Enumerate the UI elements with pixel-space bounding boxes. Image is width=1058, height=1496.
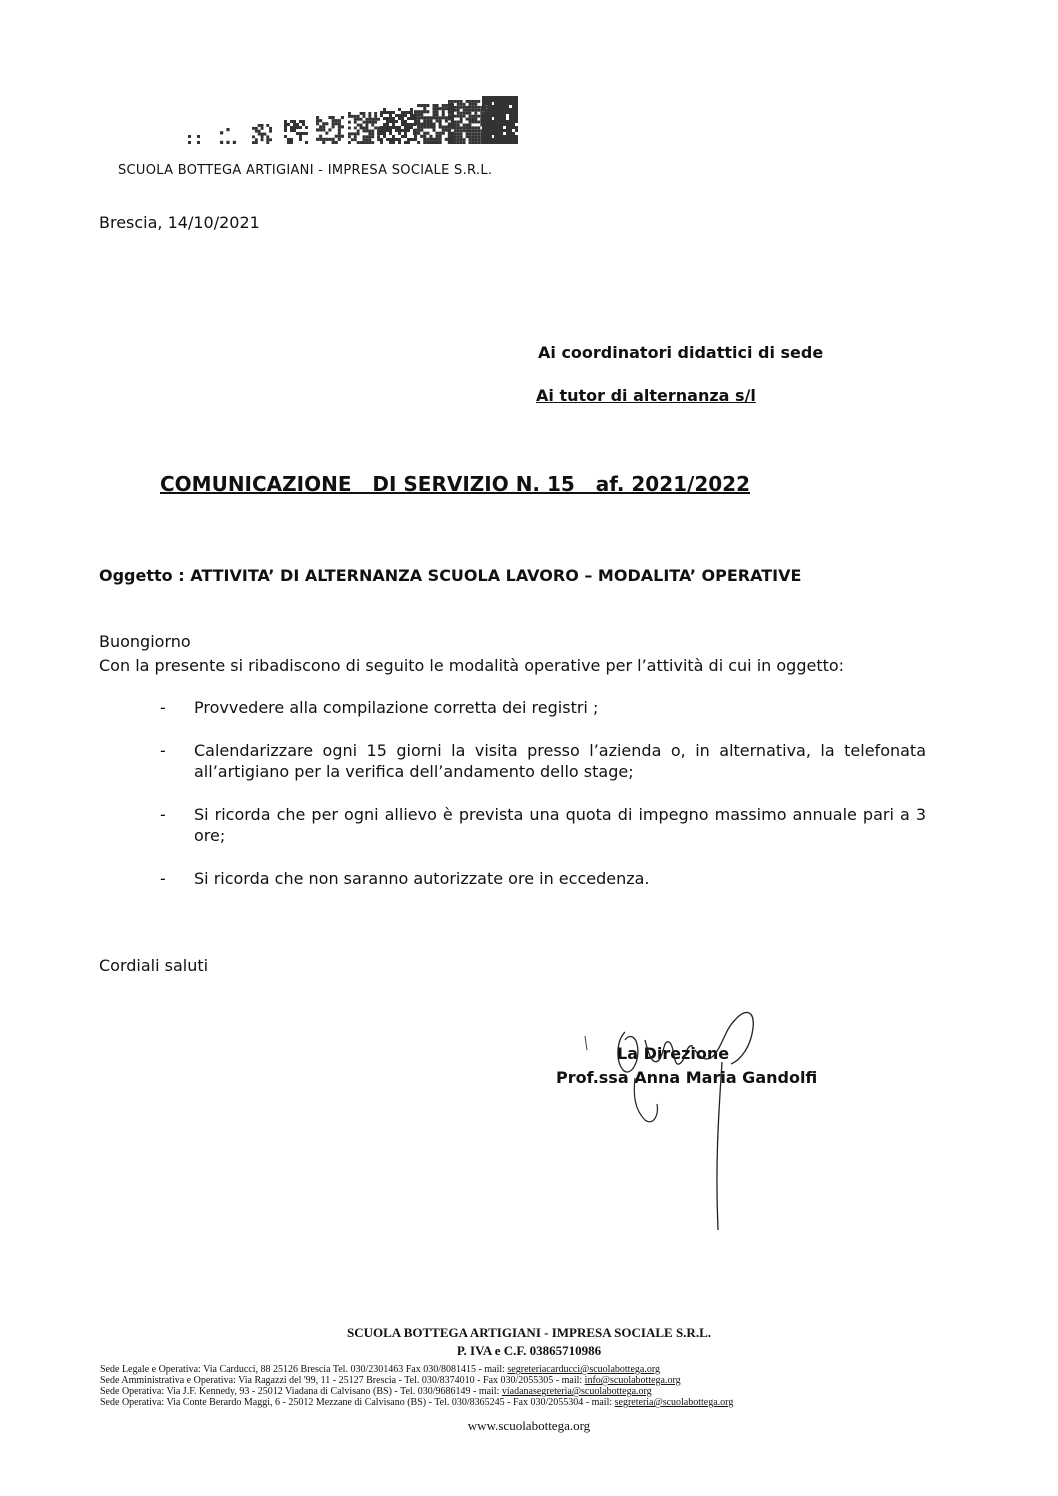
logo-block [316,116,344,144]
letterhead-logo [188,92,518,144]
list-item-text: Provvedere alla compilazione corretta dei registri ; [194,698,599,717]
letterhead-org-name: SCUOLA BOTTEGA ARTIGIANI - IMPRESA SOCIALE S.R.L. [118,163,493,178]
footer-office-mail[interactable]: info@scuolabottega.org [584,1375,681,1386]
footer-office-text: Sede Legale e Operativa: Via Carducci, 88 25126 Brescia Tel. 030/2301463 Fax 030/8081415 - mail: [100,1364,508,1375]
footer-office-line [100,1397,930,1408]
footer-org-name: SCUOLA BOTTEGA ARTIGIANI - IMPRESA SOCIALE S.R.L. [347,1325,711,1340]
logo-block [220,128,236,144]
list-item-text: Si ricorda che per ogni allievo è prevista una quota di impegno massimo annuale pari a 3 ore; [194,805,926,845]
footer-office-mail[interactable]: viadanasegreteria@scuolabottega.org [501,1386,652,1397]
footer-offices [100,1364,930,1408]
footer-office-text: Sede Amministrativa e Operativa: Via Ragazzi del '99, 11 - 25127 Brescia - Tel. 030/8374010 - Fax 030/2055305 - mail: [100,1375,585,1386]
logo-block [348,112,380,144]
logo-block [482,96,518,144]
signatory-name: Prof.ssa Anna Maria Gandolfi [556,1068,818,1087]
footer-office-line [100,1386,930,1397]
footer-office-line [100,1375,930,1386]
footer-office-mail[interactable]: segreteriacarducci@scuolabottega.org [507,1364,660,1375]
signatory-role: La Direzione [617,1044,730,1063]
closing: Cordiali saluti [99,956,209,975]
footer-vat: P. IVA e C.F. 03865710986 [456,1343,602,1358]
footer-office-mail[interactable]: segreteria@scuolabottega.org [614,1397,734,1408]
bullet-marker: - [160,805,166,824]
list-item [160,740,926,782]
date-line: Brescia, 14/10/2021 [99,213,260,232]
list-item-text: Calendarizzare ogni 15 giorni la visita presso l’azienda o, in alternativa, la telefonata all’artigiano per la verifica dell’andamento dello stage; [194,741,926,781]
footer-office-line [100,1364,930,1375]
list-item [160,697,926,718]
recipient-coordinators: Ai coordinatori didattici di sede [538,343,824,362]
recipient-tutors: Ai tutor di alternanza s/l [536,386,756,405]
logo-block [188,135,200,144]
subject-line: Oggetto : ATTIVITA’ DI ALTERNANZA SCUOLA LAVORO – MODALITA’ OPERATIVE [99,566,802,585]
footer-office-text: Sede Operativa: Via J.F. Kennedy, 93 - 25012 Viadana di Calvisano (BS) - Tel. 030/9686149 - mail: [100,1386,502,1397]
bullet-list [160,697,926,911]
bullet-marker: - [160,869,166,888]
logo-block [380,108,416,144]
list-item-text: Si ricorda che non saranno autorizzate ore in eccedenza. [194,869,650,888]
bullet-marker: - [160,741,166,760]
logo-block [284,120,308,144]
footer-office-text: Sede Operativa: Via Conte Berardo Maggi, 6 - 25012 Mezzane di Calvisano (BS) - Tel. 030/8365245 - Fax 030/2055304 - mail: [100,1397,615,1408]
greeting: Buongiorno [99,632,191,651]
document-title: COMUNICAZIONE DI SERVIZIO N. 15 af. 2021/2022 [160,472,751,496]
intro-paragraph: Con la presente si ribadiscono di seguito le modalità operative per l’attività di cui in oggetto: [99,656,845,675]
footer-website[interactable]: www.scuolabottega.org [467,1418,591,1433]
list-item [160,804,926,846]
logo-block [252,124,272,144]
list-item [160,868,926,889]
bullet-marker: - [160,698,166,717]
handwritten-signature [575,1000,775,1240]
